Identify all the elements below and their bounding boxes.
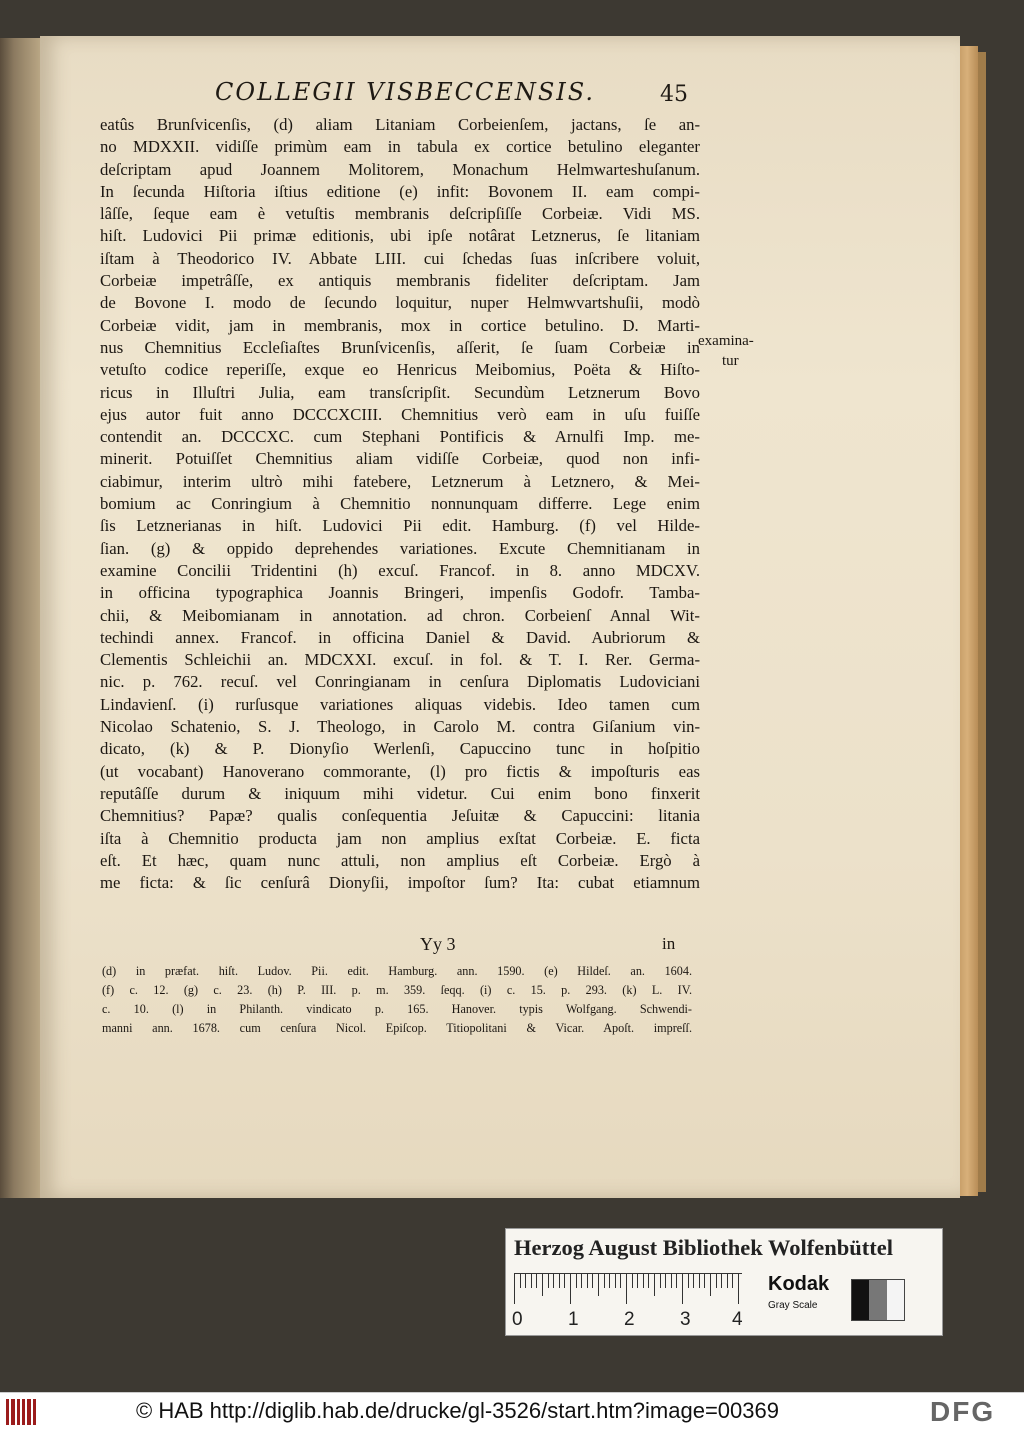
text-line: iſtam à Theodorico IV. Abbate LIII. cui ſchedas ſuas inſcribere voluit, — [100, 248, 700, 268]
text-line: vetuſto codice reperiſſe, exque eo Henricus Meibomius, Poëta & Hiſto- — [100, 360, 700, 380]
footnote-line: (d) in præfat. hiſt. Ludov. Pii. edit. Hamburg. ann. 1590. (e) Hildeſ. an. 1604. — [102, 964, 692, 978]
page-number: 45 — [660, 82, 688, 107]
text-line: de Bovone I. modo de ſecundo loquitur, nuper Helmwvartshuſii, modò — [100, 293, 700, 313]
ruler-tick — [609, 1274, 610, 1288]
text-line: dicato, (k) & P. Dionyſio Werlenſi, Capuccino tunc in hoſpitio — [100, 739, 700, 759]
ruler-tick — [587, 1274, 588, 1288]
ruler-tick — [564, 1274, 565, 1288]
ruler-tick — [581, 1274, 582, 1288]
book-gutter — [0, 38, 40, 1198]
ruler-tick — [727, 1274, 728, 1288]
ruler-tick — [643, 1274, 644, 1288]
text-line: (ut vocabant) Hanoverano commorante, (l) pro fictis & impoſturis eas — [100, 761, 700, 781]
ruler-number: 0 — [512, 1309, 523, 1330]
text-line: nus Chemnitius Eccleſiaſtes Brunſvicenſis, aſſerit, ſe ſuam Corbeiæ in — [100, 337, 700, 357]
text-line: Corbeiæ vidit, jam in membranis, mox in cortice betulino. D. Marti- — [100, 315, 700, 335]
text-line: Lindavienſ. (i) rurſusque variationes aliquas videbis. Ideo tamen cum — [100, 694, 700, 714]
text-line: ricus in Illuſtri Julia, eam transſcripſit. Secundùm Letznerum Bovo — [100, 382, 700, 402]
ruler-tick — [598, 1274, 599, 1296]
text-line: contendit an. DCCCXC. cum Stephani Pontificis & Arnulfi Imp. me- — [100, 427, 700, 447]
ruler-tick — [699, 1274, 700, 1288]
signature-mark: Yy 3 — [420, 934, 456, 954]
ruler-number: 4 — [732, 1309, 743, 1330]
ruler-tick — [536, 1274, 537, 1288]
ruler-tick — [514, 1274, 515, 1304]
ruler-tick — [688, 1274, 689, 1288]
dfg-logo: DFG — [930, 1396, 996, 1427]
text-line: hiſt. Ludovici Pii primæ editionis, ubi ipſe notârat Letznerus, ſe litaniam — [100, 226, 700, 246]
ruler-tick — [637, 1274, 638, 1288]
text-line: eſt. Et hæc, quam nunc attuli, non amplius eſt Corbeiæ. Ergò à — [100, 850, 700, 870]
text-line: Clementis Schleichii an. MDCXXI. excuſ. in fol. & T. I. Rer. Germa- — [100, 650, 700, 670]
ruler-number: 3 — [680, 1309, 691, 1330]
ruler-tick — [682, 1274, 683, 1304]
text-line: ciabimur, interim ultrò mihi fatebere, Letznerum à Letznero, & Mei- — [100, 471, 700, 491]
text-line: eatûs Brunſvicenſis, (d) aliam Litaniam Corbeienſem, jactans, ſe an- — [100, 115, 700, 134]
ruler-tick — [525, 1274, 526, 1288]
ruler-tick — [553, 1274, 554, 1288]
footnote-line: c. 10. (l) in Philanth. vindicato p. 165. Hanover. typis Wolfgang. Schwendi- — [102, 1002, 692, 1016]
ruler-tick — [710, 1274, 711, 1296]
ruler-tick — [704, 1274, 705, 1288]
catchword: in — [662, 934, 676, 953]
library-label — [505, 1228, 943, 1336]
margin-note: examina- — [698, 333, 754, 349]
ruler-tick — [654, 1274, 655, 1296]
ruler-tick — [732, 1274, 733, 1288]
text-line: lâſſe, ſeque eam è vetuſtis membranis deſcripſiſſe Corbeiæ. Vidi MS. — [100, 204, 700, 224]
kodak-brand: Kodak — [768, 1273, 830, 1295]
ruler-number: 2 — [624, 1309, 635, 1330]
text-line: deſcriptam apud Joannem Molitorem, Monachum Helmwarteshuſanum. — [100, 159, 700, 179]
ruler-tick — [592, 1274, 593, 1288]
text-line: In ſecunda Hiſtoria iſtius editione (e) infit: Bovonem II. eam compi- — [100, 181, 700, 201]
text-line: reputâſſe durum & iniquum mihi videtur. Cui enim bono finxerit — [100, 783, 700, 803]
ruler-tick — [520, 1274, 521, 1288]
text-line: nic. p. 762. recuſ. vel Conringianam in cenſura Diplomatis Ludoviciani — [100, 672, 700, 692]
text-line: minerit. Potuiſſet Chemnitius aliam vidiſſe Corbeiæ, quod non infi- — [100, 449, 700, 469]
text-line: bomium ac Conringium à Chemnitio nonnunquam differre. Lege enim — [100, 494, 700, 514]
text-line: iſta à Chemnitio producta jam non amplius exſtat Corbeiæ. E. ficta — [100, 828, 700, 848]
footnote-line: manni ann. 1678. cum cenſura Nicol. Epiſcop. Titiopolitani & Vicar. Apoſt. impreſſ. — [102, 1021, 692, 1035]
ruler-tick — [531, 1274, 532, 1288]
ruler-tick — [620, 1274, 621, 1288]
ruler-tick — [632, 1274, 633, 1288]
text-line: ejus autor fuit anno DCCCXCIII. Chemnitius verò eam in uſu fuiſſe — [100, 404, 700, 424]
gray-scale-swatch — [851, 1279, 905, 1321]
ruler-tick — [660, 1274, 661, 1288]
footer-bar — [0, 1392, 1024, 1431]
body-text — [100, 114, 700, 894]
text-line: chii, & Meibomianam in annotation. ad chron. Corbeienſ Annal Wit- — [100, 605, 700, 625]
gray-scale-caption: Gray Scale — [768, 1300, 818, 1311]
text-line: Chemnitius? Papæ? qualis conſequentia Jeſuitæ & Capuccini: litania — [100, 806, 700, 826]
hab-bars-icon — [6, 1399, 36, 1425]
ruler-tick — [559, 1274, 560, 1288]
text-line: Corbeiæ impetrâſſe, ex antiquis membranis fideliter deſcriptam. Jam — [100, 271, 700, 291]
ruler-tick — [604, 1274, 605, 1288]
ruler-tick — [570, 1274, 571, 1304]
footnotes — [102, 962, 692, 1038]
ruler-tick — [693, 1274, 694, 1288]
margin-note: tur — [722, 353, 739, 369]
ruler-tick — [615, 1274, 616, 1288]
ruler-tick — [676, 1274, 677, 1288]
text-line: examine Concilii Tridentini (h) excuſ. Francof. in 8. anno MDCXV. — [100, 560, 700, 580]
ruler-tick — [665, 1274, 666, 1288]
running-head: COLLEGII VISBECCENSIS. — [215, 78, 595, 106]
source-url[interactable]: © HAB http://diglib.hab.de/drucke/gl-3526/start.htm?image=00369 — [136, 1398, 779, 1423]
page-edges-shadow — [978, 52, 986, 1192]
ruler-tick — [671, 1274, 672, 1288]
page-edges — [960, 46, 978, 1196]
text-line: Nicolao Schatenio, S. J. Theologo, in Carolo M. contra Giſanium vin- — [100, 717, 700, 737]
ruler-tick — [576, 1274, 577, 1288]
text-line: in officina typographica Joannis Bringeri, impenſis Godofr. Tamba- — [100, 583, 700, 603]
ruler-tick — [548, 1274, 549, 1288]
text-line: me ficta: & ſic cenſurâ Dionyſii, impoſtor ſum? Ita: cubat etiamnum — [100, 873, 700, 893]
ruler-tick — [716, 1274, 717, 1288]
ruler-tick — [626, 1274, 627, 1304]
ruler-number: 1 — [568, 1309, 579, 1330]
ruler-tick — [721, 1274, 722, 1288]
text-line: no MDXXII. vidiſſe primùm eam in tabula ex cortice betulino eleganter — [100, 137, 700, 157]
footnote-line: (f) c. 12. (g) c. 23. (h) P. III. p. m. 359. ſeqq. (i) c. 15. p. 293. (k) L. IV. — [102, 983, 692, 997]
ruler-tick — [542, 1274, 543, 1296]
text-line: ſis Letznerianas in hiſt. Ludovici Pii edit. Hamburg. (f) vel Hilde- — [100, 516, 700, 536]
text-line: techindi annex. Francof. in officina Daniel & David. Aubriorum & — [100, 627, 700, 647]
library-name: Herzog August Bibliothek Wolfenbüttel — [514, 1235, 893, 1260]
ruler-tick — [648, 1274, 649, 1288]
ruler-tick — [738, 1274, 739, 1304]
text-line: ſian. (g) & oppido deprehendes variationes. Excute Chemnitianam in — [100, 538, 700, 558]
scale-ruler — [514, 1273, 742, 1304]
